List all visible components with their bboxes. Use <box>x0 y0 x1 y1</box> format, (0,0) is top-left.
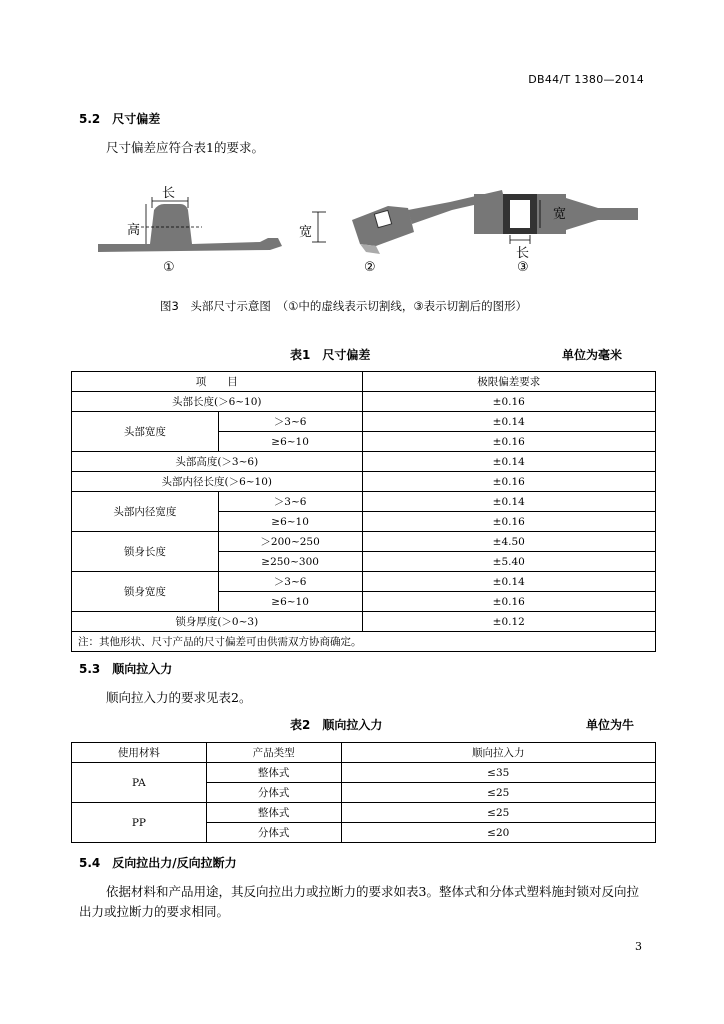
material-cell: PP <box>72 803 207 843</box>
table-note: 注：其他形状、尺寸产品的尺寸偏差可由供需双方协商确定。 <box>72 632 656 652</box>
range-cell: ＞3~6 <box>218 572 362 592</box>
group-cell: 锁身宽度 <box>72 572 219 612</box>
table-row <box>72 472 656 492</box>
type-cell: 分体式 <box>206 783 341 803</box>
range-cell: ≥6~10 <box>218 432 362 452</box>
header-cell-material: 使用材料 <box>72 743 207 763</box>
value-cell: ≤20 <box>341 823 655 843</box>
value-cell: ≤25 <box>341 803 655 823</box>
value-cell: ±0.16 <box>362 472 655 492</box>
header-cell-requirement: 极限偏差要求 <box>362 372 655 392</box>
type-cell: 整体式 <box>206 803 341 823</box>
table-header-row <box>72 372 656 392</box>
section-5-2-paragraph: 尺寸偏差应符合表1的要求。 <box>106 140 264 155</box>
figure-number-3: ③ <box>517 260 529 275</box>
table-row <box>72 392 656 412</box>
figure-label-length-1: 长 <box>162 186 176 201</box>
table-2-forward-pull-in-force <box>71 742 656 843</box>
group-cell: 锁身长度 <box>72 532 219 572</box>
item-cell: 头部长度(＞6~10) <box>72 392 363 412</box>
item-cell: 锁身厚度(＞0~3) <box>72 612 363 632</box>
value-cell: ±0.16 <box>362 592 655 612</box>
section-5-4-paragraph-line-1: 依据材料和产品用途，其反向拉出力或拉断力的要求如表3。整体式和分体式塑料施封锁对反向拉 <box>106 884 639 899</box>
item-cell: 头部高度(＞3~6) <box>72 452 363 472</box>
value-cell: ±4.50 <box>362 532 655 552</box>
value-cell: ±0.16 <box>362 432 655 452</box>
type-cell: 分体式 <box>206 823 341 843</box>
table-1-dimension-tolerance <box>71 371 656 652</box>
range-cell: ＞3~6 <box>218 412 362 432</box>
value-cell: ±5.40 <box>362 552 655 572</box>
value-cell: ≤35 <box>341 763 655 783</box>
section-5-4-heading: 5.4 反向拉出力/反向拉断力 <box>79 856 237 870</box>
range-cell: ＞200~250 <box>218 532 362 552</box>
table-1-title: 表1 尺寸偏差 <box>290 348 371 362</box>
table-row <box>72 412 656 432</box>
table-row <box>72 612 656 632</box>
figure-3-caption: 图3 头部尺寸示意图 （①中的虚线表示切割线，③表示切割后的图形） <box>160 299 528 313</box>
page-number: 3 <box>635 940 642 953</box>
range-cell: ≥6~10 <box>218 512 362 532</box>
table-row <box>72 532 656 552</box>
material-cell: PA <box>72 763 207 803</box>
item-cell: 头部内径长度(＞6~10) <box>72 472 363 492</box>
table-row <box>72 492 656 512</box>
table-header-row <box>72 743 656 763</box>
section-5-2-heading: 5.2 尺寸偏差 <box>79 112 161 126</box>
group-cell: 头部宽度 <box>72 412 219 452</box>
value-cell: ±0.16 <box>362 392 655 412</box>
figure-3-item-1-side-view <box>98 197 282 252</box>
table-row <box>72 803 656 823</box>
header-cell-product-type: 产品类型 <box>206 743 341 763</box>
figure-number-1: ① <box>163 260 175 275</box>
figure-number-2: ② <box>364 260 376 275</box>
table-1-unit: 单位为毫米 <box>562 348 623 362</box>
value-cell: ±0.14 <box>362 572 655 592</box>
table-2-unit: 单位为牛 <box>586 718 635 732</box>
value-cell: ±0.14 <box>362 412 655 432</box>
table-2-title: 表2 顺向拉入力 <box>290 718 383 732</box>
value-cell: ≤25 <box>341 783 655 803</box>
value-cell: ±0.14 <box>362 452 655 472</box>
section-5-3-paragraph: 顺向拉入力的要求见表2。 <box>106 690 252 705</box>
section-5-4-paragraph-line-2: 出力或拉断力的要求相同。 <box>79 904 230 919</box>
figure-label-length-3: 长 <box>516 246 530 261</box>
type-cell: 整体式 <box>206 763 341 783</box>
value-cell: ±0.12 <box>362 612 655 632</box>
table-row <box>72 452 656 472</box>
section-5-3-heading: 5.3 顺向拉入力 <box>79 662 173 676</box>
document-code: DB44/T 1380—2014 <box>528 73 644 86</box>
table-row <box>72 763 656 783</box>
figure-label-height: 高 <box>127 223 141 238</box>
figure-label-width-2: 宽 <box>299 225 313 240</box>
value-cell: ±0.14 <box>362 492 655 512</box>
figure-label-width-3: 宽 <box>553 207 567 222</box>
range-cell: ≥250~300 <box>218 552 362 572</box>
range-cell: ＞3~6 <box>218 492 362 512</box>
table-note-row <box>72 632 656 652</box>
header-cell-item: 项 目 <box>72 372 363 392</box>
group-cell: 头部内径宽度 <box>72 492 219 532</box>
header-cell-pull-in-force: 顺向拉入力 <box>341 743 655 763</box>
range-cell: ≥6~10 <box>218 592 362 612</box>
table-row <box>72 572 656 592</box>
value-cell: ±0.16 <box>362 512 655 532</box>
